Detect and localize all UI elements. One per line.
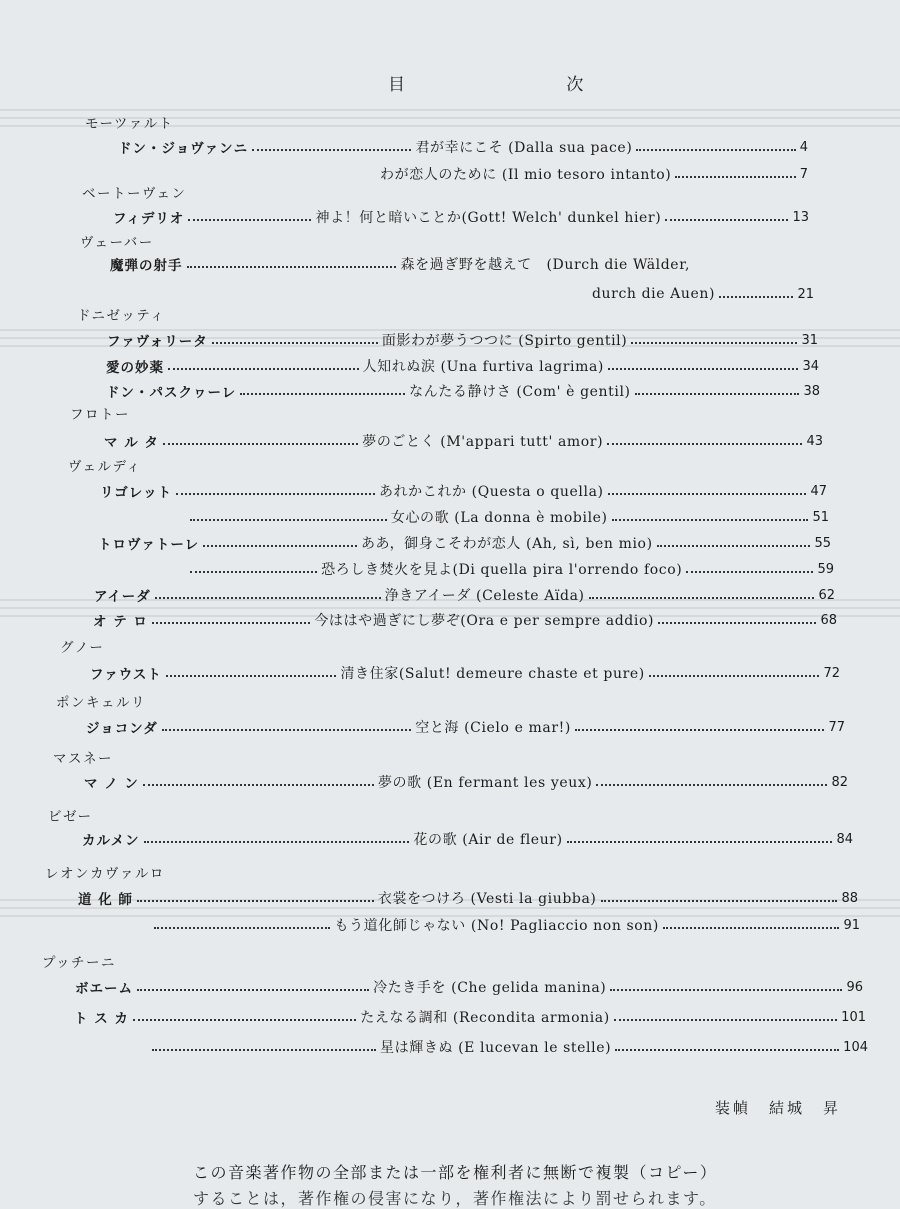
opera-title: ドン・ジョヴァンニ	[118, 141, 249, 157]
leader-dots	[615, 1049, 839, 1051]
list-item	[107, 329, 818, 351]
aria-title: 花の歌 (Air de fleur)	[413, 832, 563, 848]
page-number: 31	[801, 332, 819, 348]
aria-title: 浄きアイーダ (Celeste Aïda)	[384, 588, 585, 604]
leader-dots	[168, 368, 359, 370]
list-item	[106, 380, 820, 402]
composer-gounod: グノー	[60, 640, 105, 656]
composer-verdi: ヴェルディ	[68, 459, 142, 475]
opera-title: ト ス カ	[74, 1011, 129, 1027]
leader-dots	[166, 675, 337, 677]
leader-dots	[152, 622, 310, 624]
leader-dots	[649, 675, 820, 677]
page-number: 91	[843, 917, 860, 933]
page-number: 101	[841, 1009, 866, 1025]
opera-title: 道 化 師	[78, 892, 133, 908]
leader-dots	[212, 342, 378, 344]
opera-title: マ ル タ	[104, 435, 159, 451]
page-number: 21	[797, 286, 814, 302]
list-item	[75, 976, 863, 998]
leader-dots	[190, 571, 317, 573]
designer-credit: 装幀 結城 昇	[715, 1099, 842, 1117]
page-number: 59	[817, 561, 835, 577]
list-item	[186, 558, 834, 580]
aria-title: 面影わが夢うつつに (Spirto gentil)	[381, 333, 628, 349]
opera-title: 魔弾の射手	[110, 258, 183, 274]
opera-title: フィデリオ	[113, 211, 185, 227]
aria-title: 今ははや過ぎにし夢ぞ(Ora e per sempre addio)	[314, 613, 655, 629]
list-item	[380, 163, 808, 185]
leader-dots	[133, 1019, 356, 1021]
page-number: 4	[799, 139, 809, 155]
aria-title: 衣裳をつけろ (Vesti la giubba)	[377, 891, 597, 907]
composer-mozart: モーツァルト	[85, 116, 174, 132]
aria-title: あれかこれか (Questa o quella)	[378, 484, 604, 500]
leader-dots	[589, 597, 815, 599]
leader-dots	[187, 266, 397, 268]
opera-title: ファヴォリータ	[107, 334, 208, 350]
list-item	[78, 887, 858, 909]
composer-beethoven: ベートーヴェン	[82, 186, 187, 202]
opera-title: 愛の妙薬	[106, 360, 164, 376]
leader-dots	[163, 443, 358, 445]
leader-dots	[143, 784, 374, 786]
aria-title: なんたる静けさ (Com' è gentil)	[409, 384, 631, 400]
aria-title: 恐ろしき焚火を見よ(Di quella pira l'orrendo foco)	[321, 562, 683, 578]
page-number: 82	[831, 774, 848, 790]
list-item	[148, 1036, 868, 1058]
aria-title: 女心の歌 (La donna è mobile)	[390, 510, 608, 526]
page-number: 77	[828, 719, 845, 735]
leader-dots	[658, 622, 816, 624]
copyright-notice: この音楽著作物の全部または一部を権利者に無断で複製（コピー）	[193, 1163, 718, 1182]
page-number: 68	[820, 612, 837, 628]
composer-donizetti: ドニゼッティ	[77, 308, 166, 324]
aria-title: たえなる調和 (Recondita armonia)	[360, 1010, 610, 1026]
list-item	[90, 662, 840, 684]
list-item	[113, 206, 809, 228]
leader-dots	[155, 597, 381, 599]
leader-dots	[608, 493, 807, 495]
list-item	[592, 283, 814, 305]
leader-dots	[614, 1019, 837, 1021]
page-number: 62	[818, 587, 836, 603]
leader-dots	[601, 900, 838, 902]
leader-dots	[631, 342, 797, 344]
leader-dots	[162, 729, 412, 731]
leader-dots	[144, 841, 410, 843]
list-item	[94, 584, 835, 606]
list-item	[74, 1006, 866, 1028]
leader-dots	[608, 368, 799, 370]
aria-title: 星は輝きぬ (E lucevan le stelle)	[380, 1040, 612, 1056]
opera-title: トロヴァトーレ	[98, 537, 200, 553]
opera-title: ドン・パスクヮーレ	[106, 385, 237, 401]
opera-title: オ テ ロ	[93, 614, 148, 630]
opera-title: ファウスト	[90, 667, 162, 683]
page-number: 88	[841, 890, 859, 906]
list-item	[118, 136, 808, 158]
copyright-notice-line-2: することは，著作権の侵害になり，著作権法により罰せられます。	[193, 1189, 717, 1208]
list-item	[110, 253, 690, 275]
aria-title: 神よ！何と暗いことか(Gott! Welch' dunkel hier)	[315, 210, 662, 226]
page-title: 目 次	[388, 75, 662, 95]
leader-dots	[636, 149, 795, 151]
composer-leoncavallo: レオンカヴァルロ	[45, 866, 165, 882]
opera-title: アイーダ	[94, 589, 151, 605]
leader-dots	[675, 176, 795, 178]
leader-dots	[188, 219, 311, 221]
leader-dots	[657, 545, 811, 547]
opera-title: ボエーム	[75, 981, 133, 997]
page-number: 13	[792, 209, 810, 225]
leader-dots	[607, 443, 802, 445]
aria-title: 清き住家(Salut! demeure chaste et pure)	[340, 666, 645, 682]
list-item	[106, 355, 819, 377]
leader-dots	[596, 784, 827, 786]
leader-dots	[240, 393, 405, 395]
aria-title: durch die Auen)	[592, 286, 716, 302]
list-item	[150, 914, 860, 936]
page-number: 34	[802, 358, 820, 374]
composer-flotow: フロトー	[70, 407, 130, 423]
leader-dots	[719, 296, 793, 298]
leader-dots	[137, 900, 374, 902]
opera-title: カルメン	[82, 833, 140, 849]
page-number: 84	[836, 831, 854, 847]
aria-title: ああ，御身こそわが恋人 (Ah, sì, ben mio)	[360, 536, 653, 552]
page-number: 43	[806, 433, 824, 449]
composer-weber: ヴェーバー	[80, 235, 154, 251]
page-number: 38	[803, 383, 820, 399]
aria-title: 森を過ぎ野を越えて (Durch die Wälder,	[400, 257, 690, 273]
list-item	[104, 430, 823, 452]
leader-dots	[612, 519, 809, 521]
page-number: 55	[814, 535, 832, 551]
opera-title: リゴレット	[100, 485, 173, 501]
list-item	[84, 771, 848, 793]
list-item	[186, 506, 829, 528]
list-item	[100, 480, 827, 502]
leader-dots	[154, 927, 330, 929]
leader-dots	[252, 149, 411, 151]
list-item	[93, 609, 837, 631]
page-number: 7	[799, 166, 808, 182]
leader-dots	[610, 989, 842, 991]
leader-dots	[665, 219, 788, 221]
page-number: 51	[812, 509, 829, 525]
leader-dots	[567, 841, 833, 843]
aria-title: 夢のごとく (M'appari tutt' amor)	[362, 434, 604, 450]
aria-title: わが恋人のために (Il mio tesoro intanto)	[380, 167, 672, 183]
leader-dots	[575, 729, 825, 731]
leader-dots	[152, 1049, 376, 1051]
composer-massenet: マスネー	[53, 751, 113, 767]
page-number: 72	[823, 665, 841, 681]
aria-title: 人知れぬ涙 (Una furtiva lagrima)	[362, 359, 604, 375]
leader-dots	[635, 393, 800, 395]
aria-title: 君が幸にこそ (Dalla sua pace)	[415, 140, 633, 156]
leader-dots	[663, 927, 839, 929]
page-number: 47	[810, 483, 828, 499]
page-number: 104	[843, 1039, 868, 1055]
aria-title: 夢の歌 (En fermant les yeux)	[377, 775, 593, 791]
composer-puccini: プッチーニ	[42, 955, 117, 971]
leader-dots	[190, 519, 387, 521]
page-number: 96	[846, 979, 864, 995]
aria-title: 空と海 (Cielo e mar!)	[415, 720, 571, 736]
leader-dots	[176, 493, 375, 495]
aria-title: もう道化師じゃない (No! Pagliaccio non son)	[334, 918, 659, 934]
list-item	[86, 716, 845, 738]
list-item	[82, 828, 853, 850]
list-item	[98, 532, 831, 554]
leader-dots	[137, 989, 369, 991]
aria-title: 冷たき手を (Che gelida manina)	[373, 980, 607, 996]
leader-dots	[686, 571, 813, 573]
composer-ponchielli: ポンキェルリ	[56, 695, 146, 711]
opera-title: ジョコンダ	[86, 721, 158, 737]
composer-bizet: ビゼー	[48, 809, 93, 825]
leader-dots	[203, 545, 357, 547]
opera-title: マ ノ ン	[84, 776, 139, 792]
